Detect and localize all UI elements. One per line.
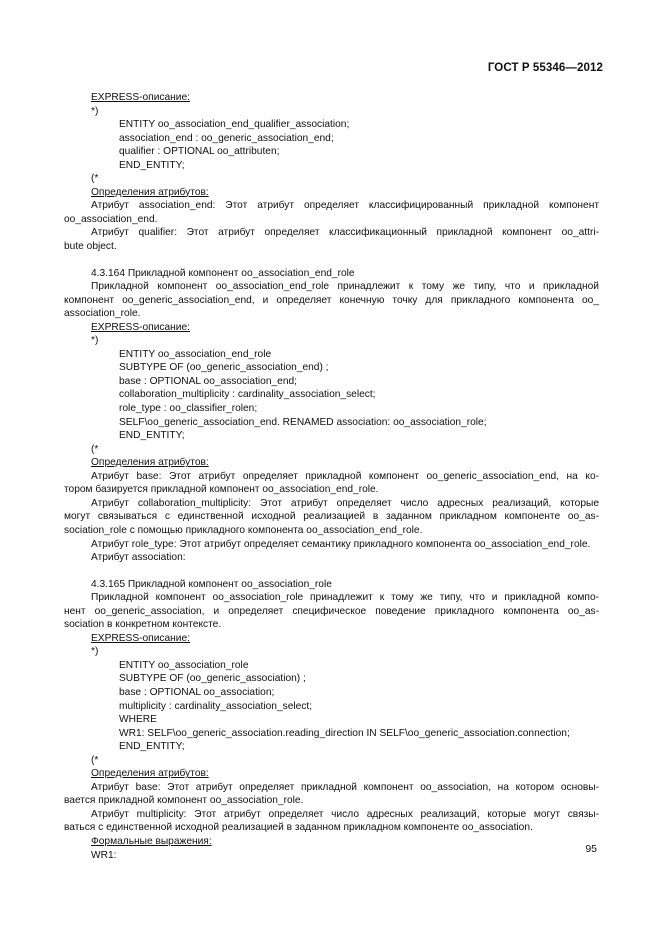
formal-expression-item: WR1: [91,849,117,861]
comment-open: *) [91,105,99,117]
express-label: EXPRESS-описание: [91,632,190,644]
code-line: SUBTYPE OF (oo_generic_association) ; [119,673,306,685]
comment-open: *) [91,335,99,347]
attribute-definition-line: bute object. [64,241,117,253]
code-line: SUBTYPE OF (oo_generic_association_end) ; [119,362,329,374]
page-number: 95 [585,843,597,855]
attribute-definition-line: Атрибут base: Этот атрибут определяет прикладной компонент oo_generic_association_end, на ко- [91,470,599,482]
attribute-definition-line: могут связываться с единственной исходной реализацией в заданном прикладном компоненте oo_as- [64,511,599,523]
code-line: WHERE [119,714,157,726]
section-gap [64,565,599,578]
attribute-definition-line: вается прикладной компонент oo_association_role. [64,795,304,807]
attributes-label: Определения атрибутов: [91,186,209,198]
code-line: END_ENTITY; [119,430,185,442]
code-line: SELF\oo_generic_association_end. RENAMED association: oo_association_role; [119,416,487,428]
code-line: base : OPTIONAL oo_association; [119,686,275,698]
code-line: multiplicity : cardinality_association_select; [119,700,313,712]
code-line: base : OPTIONAL oo_association_end; [119,375,298,387]
attribute-definition-line: ваться с единственной исходной реализацией в заданном прикладном компоненте oo_association. [64,822,533,834]
code-line: WR1: SELF\oo_generic_association.reading_direction IN SELF\oo_generic_association.connection; [119,727,570,739]
intro-line: Прикладной компонент oo_association_end_role принадлежит к тому же типу, что и прикладной [91,281,599,293]
section-heading: 4.3.164 Прикладной компонент oo_association_end_role [91,267,355,279]
attribute-definition-line: Атрибут base: Этот атрибут определяет прикладной компонент oo_association, на котором основы- [91,781,599,793]
attributes-label: Определения атрибутов: [91,768,209,780]
intro-line: sociation в конкретном контексте. [64,619,222,631]
code-line: ENTITY oo_association_end_role [119,348,272,360]
attribute-definition-line: Атрибут multiplicity: Этот атрибут определяет число адресных реализаций, которые могут связы- [91,808,599,820]
code-line: association_end : oo_generic_association_end; [119,132,334,144]
comment-close: (* [91,173,99,185]
attribute-definition-line: sociation_role с помощью прикладного компонента oo_association_end_role. [64,524,423,536]
comment-close: (* [91,754,99,766]
intro-line: Прикладной компонент oo_association_role принадлежит к тому же типу, что и прикладной компо- [91,592,599,604]
section-gap [64,254,599,267]
code-line: END_ENTITY; [119,159,185,171]
code-line: role_type : oo_classifier_rolen; [119,403,258,415]
document-body [64,91,599,862]
comment-open: *) [91,646,99,658]
code-line: END_ENTITY; [119,741,185,753]
attribute-definition-line: Атрибут association: [91,552,186,564]
express-label: EXPRESS-описание: [91,92,190,103]
code-line: qualifier : OPTIONAL oo_attributen; [119,146,280,158]
attribute-definition-line: Атрибут collaboration_multiplicity: Этот атрибут определяет число адресных реализаций, которые [91,497,599,509]
comment-close: (* [91,443,99,455]
attribute-definition-line: oo_association_end. [64,213,158,225]
code-line: ENTITY oo_association_end_qualifier_association; [119,119,350,131]
standard-header: ГОСТ Р 55346—2012 [487,62,603,74]
code-line: ENTITY oo_association_role [119,659,249,671]
attribute-definition-line: Атрибут association_end: Этот атрибут определяет классифицированный прикладной компонент [91,200,599,212]
attribute-definition-line: Атрибут role_type: Этот атрибут определяет семантику прикладного компонента oo_association_end_role. [91,538,591,550]
formal-expressions-label: Формальные выражения: [91,835,212,847]
intro-line: association_role. [64,308,141,320]
code-line: collaboration_multiplicity : cardinality_association_select; [119,389,376,401]
intro-line: нент oo_generic_association, и определяет специфическое поведение прикладного компонента oo_as- [64,605,599,617]
attribute-definition-line: Атрибут qualifier: Этот атрибут определяет классификационный прикладной компонент oo_attri- [91,227,599,239]
express-label: EXPRESS-описание: [91,321,190,333]
section-heading: 4.3.165 Прикладной компонент oo_association_role [91,578,332,590]
intro-line: компонент oo_generic_association_end, и определяет конечную точку для прикладного компонента oo_ [64,294,599,306]
attribute-definition-line: тором базируется прикладной компонент oo_association_end_role. [64,484,379,496]
attributes-label: Определения атрибутов: [91,457,209,469]
